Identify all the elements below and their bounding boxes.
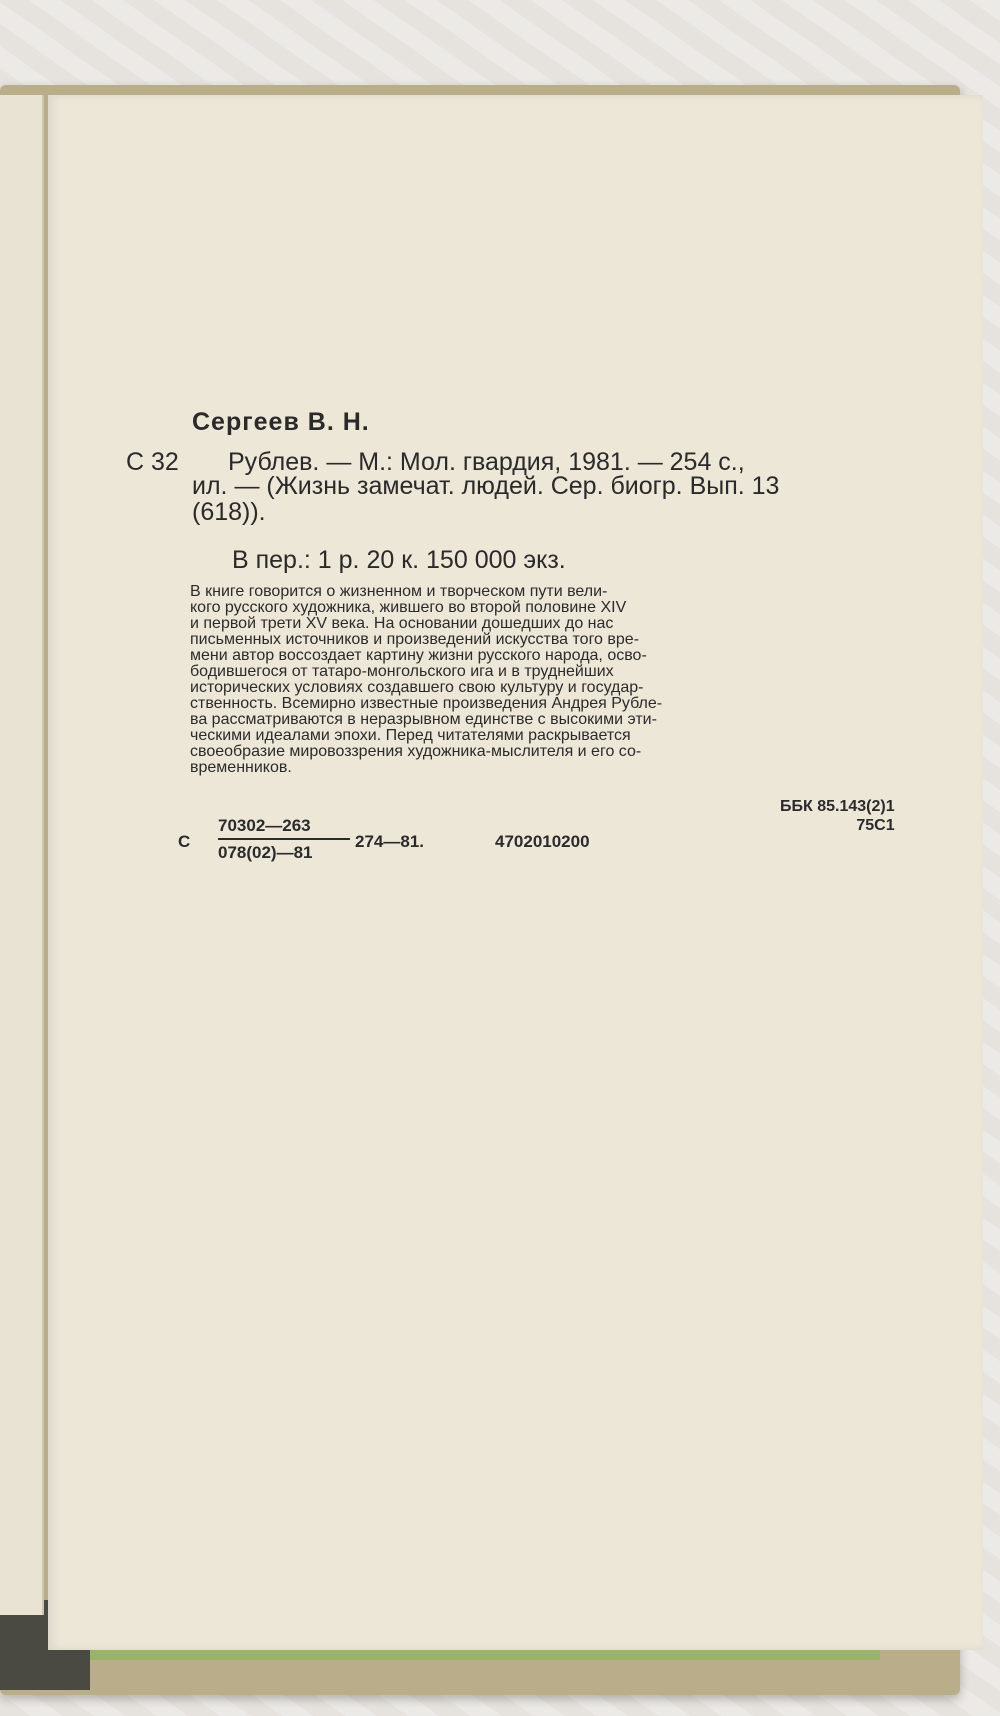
book-code: 4702010200 <box>495 832 590 851</box>
fraction-numerator: 70302—263 <box>218 816 311 835</box>
c-letter: С <box>178 832 191 851</box>
annotation-line: письменных источников и произведений искусства того вре- <box>190 631 640 648</box>
annotation-line: ственность. Всемирно известные произведения Андрея Рубле- <box>190 695 663 712</box>
left-flyleaf <box>0 95 44 1615</box>
annotation-line: В книге говорится о жизненном и творческом пути вели- <box>190 583 608 600</box>
annotation-line: ческими идеалами эпохи. Перед читателями раскрывается <box>190 727 631 744</box>
catalog-code: С 32 <box>126 448 179 476</box>
bbk-line-2: 75С1 <box>856 817 895 834</box>
annotation-line: исторических условиях создавшего свою культуру и государ- <box>190 679 644 696</box>
fraction-line <box>218 838 350 840</box>
annotation-line: ва рассматриваются в неразрывном единстве с высокими эти- <box>190 711 657 728</box>
book-page <box>48 95 983 1650</box>
price-line: В пер.: 1 р. 20 к. 150 000 экз. <box>232 546 566 574</box>
annotation <box>190 584 850 776</box>
title-line-1: Рублев. — М.: Мол. гвардия, 1981. — 254 с., <box>228 448 745 476</box>
fraction-tail: 274—81. <box>355 832 424 851</box>
annotation-line: кого русского художника, жившего во второй половине XIV <box>190 599 627 616</box>
title-line-3: (618)). <box>192 498 266 526</box>
annotation-line: своеобразие мировоззрения художника-мыслителя и его со- <box>190 743 642 760</box>
fraction-denominator: 078(02)—81 <box>218 843 313 862</box>
title-line-2: ил. — (Жизнь замечат. людей. Сер. биогр. Вып. 13 <box>192 472 780 500</box>
bbk-classification <box>780 797 895 835</box>
annotation-line: временников. <box>190 759 292 776</box>
bbk-line-1: ББК 85.143(2)1 <box>780 798 895 815</box>
annotation-line: и первой трети XV века. На основании дошедших до нас <box>190 615 614 632</box>
author-name: Сергеев В. Н. <box>192 408 370 436</box>
annotation-line: бодившегося от татаро-монгольского ига и в труднейших <box>190 663 614 680</box>
annotation-line: мени автор воссоздает картину жизни русского народа, осво- <box>190 647 647 664</box>
